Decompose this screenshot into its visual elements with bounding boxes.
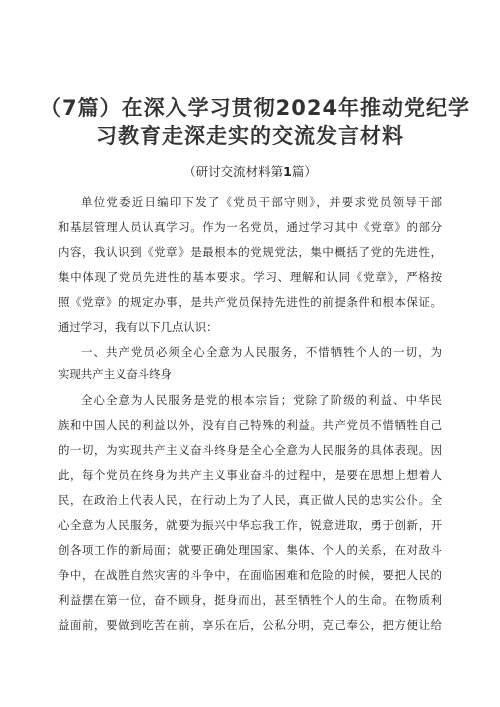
subtitle-number: 1 (283, 164, 292, 179)
body-text-line: 内容，我认识到《党章》是最根本的党规党法，集中概括了党的先进性， (58, 245, 442, 259)
body-text-line: 益面前，要做到吃苦在前，享乐在后，公私分明，克己奉公，把方便让给 (58, 618, 442, 632)
document-title-line-2: 习教育走深走实的交流发言材料 (96, 124, 404, 148)
body-text-line: 利益摆在第一位，奋不顾身，挺身而出，甚至牺牲个人的生命。在物质利 (58, 593, 442, 607)
body-text-line: 单位党委近日编印下发了《党员干部守则》，并要求党员领导干部 (81, 195, 442, 209)
body-text-line: 照《党章》的规定办事，是共产党员保持先进性的前提条件和根本保证。 (58, 295, 442, 309)
body-text-line: 争中，在战胜自然灾害的斗争中，在面临困难和危险的时候，要把人民的 (58, 568, 442, 582)
body-text-line: 创各项工作的新局面；就要正确处理国家、集体、个人的关系，在对敌斗 (58, 543, 442, 557)
body-text-line: 心全意为人民服务，就要为振兴中华忘我工作，锐意进取，勇于创新，开 (58, 518, 442, 532)
subtitle-prefix: （研讨交流材料第 (183, 164, 284, 179)
section-heading-line: 实现共产主义奋斗终身 (58, 367, 172, 381)
body-text-line: 民，在政治上代表人民，在行动上为了人民，真正做人民的忠实公仆。全 (58, 493, 442, 507)
document-subtitle (0, 162, 500, 180)
body-text-line: 的一切，为实现共产主义奋斗终身是全心全意为人民服务的具体表现。因 (58, 443, 442, 457)
body-text-line: 此，每个党员在终身为共产主义事业奋斗的过程中，是要在思想上想着人 (58, 468, 442, 482)
body-text-line: 族和中国人民的利益以外，没有自己特殊的利益。共产党员不惜牺牲自己 (58, 418, 442, 432)
subtitle-suffix: 篇） (291, 164, 317, 179)
section-heading-line: 一、共产党员必须全心全意为人民服务，不惜牺牲个人的一切，为 (81, 345, 442, 359)
document-title-line-1: （7篇）在深入学习贯彻2024年推动党纪学 (40, 96, 471, 120)
body-text-line: 和基层管理人员认真学习。作为一名党员，通过学习其中《党章》的部分 (58, 220, 442, 234)
body-text-line: 通过学习，我有以下几点认识： (58, 320, 218, 334)
body-text-line: 全心全意为人民服务是党的根本宗旨；党除了阶级的利益、中华民 (81, 393, 442, 407)
body-text-line: 集中体现了党员先进性的基本要求。学习、理解和认同《党章》，严格按 (58, 270, 442, 284)
